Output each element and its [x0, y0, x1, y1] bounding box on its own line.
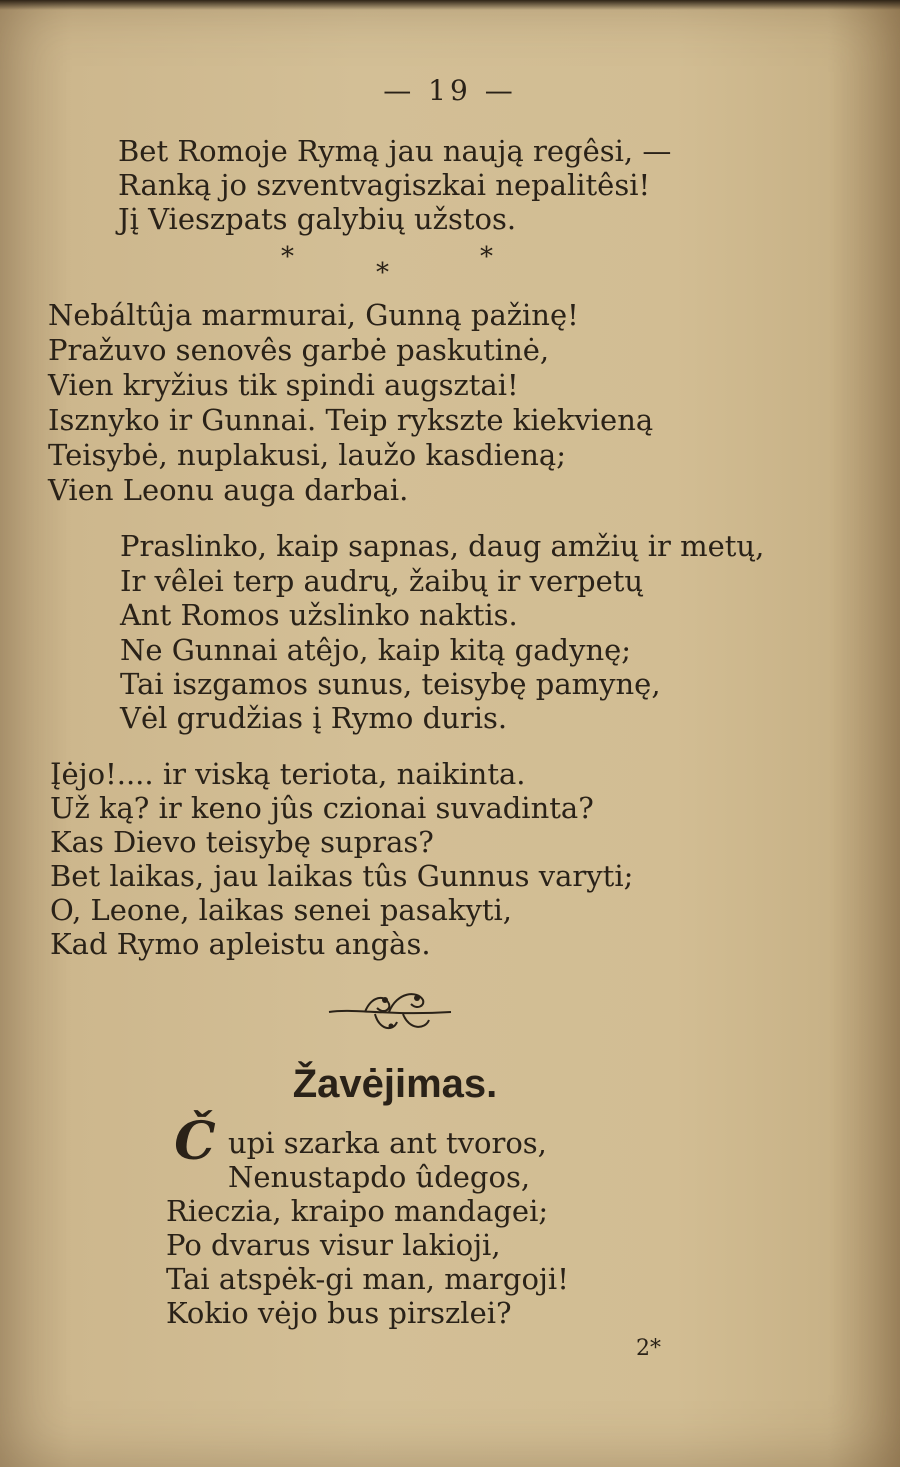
- verse-line: Įėjo!.... ir viską teriota, naikinta.: [50, 757, 526, 791]
- verse-line: Ir vêlei terp audrų, žaibų ir verpetų: [120, 564, 644, 598]
- verse-line: Tai iszgamos sunus, teisybę pamynę,: [120, 667, 661, 701]
- verse-line: Ranką jo szventvagiszkai nepalitêsi!: [118, 168, 651, 202]
- verse-line: Kokio vėjo bus pirszlei?: [166, 1296, 512, 1330]
- verse-line: Vien kryžius tik spindi augsztai!: [48, 368, 519, 402]
- verse-line: Praslinko, kaip sapnas, daug amžių ir metų,: [120, 529, 765, 563]
- verse-line: Pražuvo senovês garbė paskutinė,: [48, 333, 550, 367]
- page-edge: [0, 0, 900, 10]
- verse-line: Tai atspėk-gi man, margoji!: [166, 1262, 569, 1296]
- verse-line: Už ką? ir keno jûs czionai suvadinta?: [50, 791, 594, 825]
- verse-line: Vėl grudžias į Rymo duris.: [120, 701, 508, 735]
- verse-line: Kas Dievo teisybę supras?: [50, 825, 434, 859]
- verse-line: Isznyko ir Gunnai. Teip rykszte kiekvieną: [48, 403, 654, 437]
- verse-line: upi szarka ant tvoros,: [228, 1126, 547, 1160]
- divider-star: *: [281, 242, 294, 272]
- verse-line: Bet Romoje Rymą jau naują regêsi, —: [118, 134, 672, 168]
- verse-line: Nebáltûja marmurai, Gunną pažinę!: [48, 298, 579, 332]
- floral-ornament-icon: [325, 986, 455, 1038]
- page-number: — 19 —: [383, 74, 517, 107]
- signature-mark: 2*: [636, 1336, 661, 1361]
- verse-line: O, Leone, laikas senei pasakyti,: [50, 893, 512, 927]
- verse-line: Jį Vieszpats galybių užstos.: [118, 202, 517, 236]
- verse-line: Rieczia, kraipo mandagei;: [166, 1194, 549, 1228]
- verse-line: Nenustapdo ûdegos,: [228, 1160, 531, 1194]
- verse-line: Teisybė, nuplakusi, laužo kasdieną;: [48, 438, 566, 472]
- divider-star: *: [480, 242, 493, 272]
- verse-line: Bet laikas, jau laikas tûs Gunnus varyti;: [50, 859, 634, 893]
- divider-star: *: [376, 258, 389, 288]
- drop-cap: Č: [174, 1111, 216, 1172]
- verse-line: Ant Romos užslinko naktis.: [120, 598, 518, 632]
- verse-line: Kad Rymo apleistu angàs.: [50, 927, 431, 961]
- verse-line: Vien Leonu auga darbai.: [48, 473, 409, 507]
- poem-title: Žavėjimas.: [292, 1062, 498, 1106]
- verse-line: Po dvarus visur lakioji,: [166, 1228, 501, 1262]
- verse-line: Ne Gunnai atêjo, kaip kitą gadynę;: [120, 633, 632, 667]
